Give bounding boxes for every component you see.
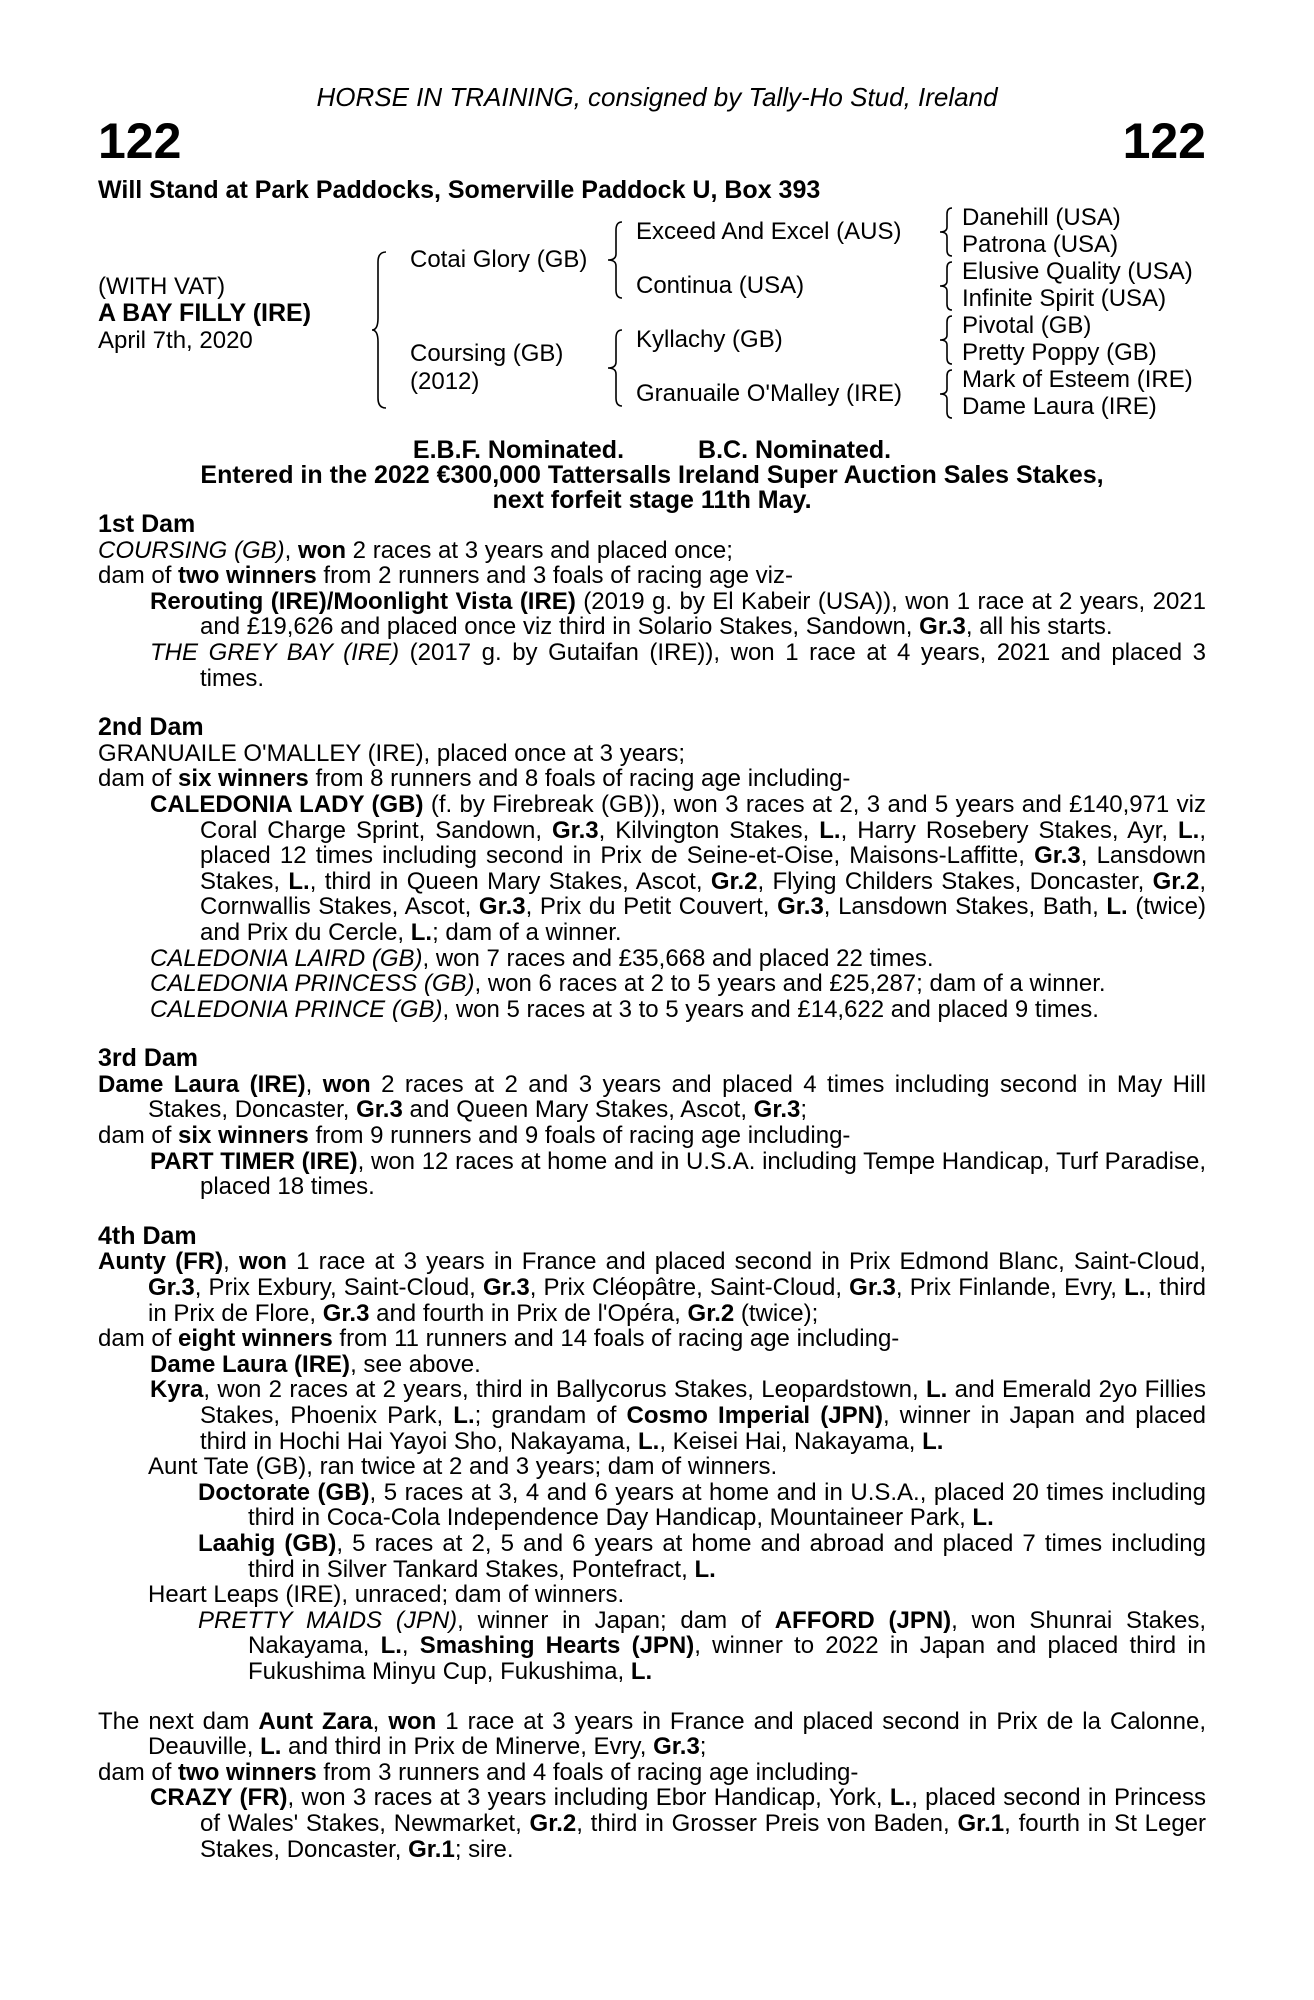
second-dam-foal-1: CALEDONIA LADY (GB) (f. by Firebreak (GB)), won 3 races at 2, 3 and 5 years and £140,971 viz Coral Charge Sprint, Sandown, Gr.3, Kilvington Stakes, L., Harry Rosebery Stakes, Ayr, L., placed 12 times including second in Prix de Seine-et-Oise, Maisons-Laffitte, Gr.3, Lansdown Stakes, L., third in Queen Mary Stakes, Ascot, Gr.2, Flying Childers Stakes, Doncaster, Gr.2, Cornwallis Stakes, Ascot, Gr.3, Prix du Petit Couvert, Gr.3, Lansdown Stakes, Bath, L. (twice) and Prix du Cercle, L.; dam of a winner.: [150, 790, 1206, 946]
brace-dam: [606, 328, 626, 408]
stabling-line: Will Stand at Park Paddocks, Somerville Paddock U, Box 393: [98, 176, 821, 204]
third-dam-produce: dam of six winners from 9 runners and 9 foals of racing age including-: [98, 1122, 851, 1150]
next-dam-produce: dam of two winners from 3 runners and 4 foals of racing age including-: [98, 1758, 859, 1786]
sire-dam-sire: Elusive Quality (USA): [962, 258, 1193, 285]
vat-label: (WITH VAT): [98, 273, 226, 300]
fourth-dam-grandfoal-1: Doctorate (GB), 5 races at 3, 4 and 6 years at home and in U.S.A., placed 20 times including third in Coca-Cola Independence Day Handicap, Mountaineer Park, L.: [198, 1478, 1207, 1532]
fourth-dam-foal-4: Heart Leaps (IRE), unraced; dam of winners.: [148, 1581, 625, 1609]
dam-sire: Kyllachy (GB): [636, 326, 783, 353]
sire-sire: Exceed And Excel (AUS): [636, 218, 902, 245]
second-dam-line: GRANUAILE O'MALLEY (IRE), placed once at 3 years;: [98, 739, 686, 767]
third-dam-heading: 3rd Dam: [98, 1044, 199, 1073]
horse-name: A BAY FILLY (IRE): [98, 299, 312, 327]
third-dam-line: Dame Laura (IRE), won 2 races at 2 and 3 years and placed 4 times including second in May Hill Stakes, Doncaster, Gr.3 and Queen Mary Stakes, Ascot, Gr.3;: [98, 1070, 1206, 1124]
brace-sd: [938, 260, 956, 312]
sire-dam-dam: Infinite Spirit (USA): [962, 285, 1167, 312]
first-dam-foal-1: Rerouting (IRE)/Moonlight Vista (IRE) (2019 g. by El Kabeir (USA)), won 1 race at 2 years, 2021 and £19,626 and placed once viz third in Solario Stakes, Sandown, Gr.3, all his starts.: [150, 587, 1206, 641]
lot-number-left: 122: [98, 113, 182, 169]
second-dam-foal-3: CALEDONIA PRINCESS (GB), won 6 races at 2 to 5 years and £25,287; dam of a winner.: [150, 970, 1106, 998]
second-dam-foal-2: CALEDONIA LAIRD (GB), won 7 races and £35,668 and placed 22 times.: [150, 944, 934, 972]
next-dam-foal-1: CRAZY (FR), won 3 races at 3 years including Ebor Handicap, York, L., placed second in Princess of Wales' Stakes, Newmarket, Gr.2, third in Grosser Preis von Baden, Gr.1, fourth in St Leger Stakes, Doncaster, Gr.1; sire.: [150, 1784, 1207, 1863]
brace-sire: [606, 220, 626, 300]
race-entry-line-2: next forfeit stage 11th May.: [492, 486, 812, 514]
sire-dam: Continua (USA): [636, 272, 805, 299]
fourth-dam-foal-3: Aunt Tate (GB), ran twice at 2 and 3 years; dam of winners.: [148, 1453, 778, 1481]
fourth-dam-line: Aunty (FR), won 1 race at 3 years in France and placed second in Prix Edmond Blanc, Saint-Cloud, Gr.3, Prix Exbury, Saint-Cloud, Gr.3, Prix Cléopâtre, Saint-Cloud, Gr.3, Prix Finlande, Evry, L., third in Prix de Flore, Gr.3 and fourth in Prix de l'Opéra, Gr.2 (twice);: [98, 1248, 1207, 1327]
dam-dam-sire: Mark of Esteem (IRE): [962, 366, 1193, 393]
fourth-dam-produce: dam of eight winners from 11 runners and 14 foals of racing age including-: [98, 1325, 900, 1353]
ebf-nomination: E.B.F. Nominated.: [412, 436, 625, 464]
dam-dam: Granuaile O'Malley (IRE): [636, 380, 902, 407]
fourth-dam-foal-1: Dame Laura (IRE), see above.: [150, 1350, 481, 1378]
dam-year: (2012): [410, 368, 480, 395]
dam-dam-dam: Dame Laura (IRE): [962, 393, 1157, 420]
race-entry-line-1: Entered in the 2022 €300,000 Tattersalls Ireland Super Auction Sales Stakes,: [200, 461, 1104, 489]
dam: Coursing (GB): [410, 340, 564, 367]
second-dam-heading: 2nd Dam: [98, 713, 204, 742]
brace-ds: [938, 314, 956, 366]
first-dam-foal-2: THE GREY BAY (IRE) (2017 g. by Gutaifan (IRE)), won 1 race at 4 years, 2021 and placed 3 times.: [150, 638, 1206, 692]
dam-sire-dam: Pretty Poppy (GB): [962, 339, 1157, 366]
pedigree-notes: [98, 512, 1206, 1862]
second-dam-produce: dam of six winners from 8 runners and 8 foals of racing age including-: [98, 765, 851, 793]
sire-sire-sire: Danehill (USA): [962, 204, 1121, 231]
fourth-dam-grandfoal-3: PRETTY MAIDS (JPN), winner in Japan; dam of AFFORD (JPN), won Shunrai Stakes, Nakayama, L., Smashing Hearts (JPN), winner to 2022 in Japan and placed third in Fukushima Minyu Cup, Fukushima, L.: [198, 1606, 1207, 1685]
sire-sire-dam: Patrona (USA): [962, 231, 1119, 258]
fourth-dam-grandfoal-2: Laahig (GB), 5 races at 2, 5 and 6 years at home and abroad and placed 7 times including third in Silver Tankard Stakes, Pontefract, L.: [198, 1529, 1207, 1583]
third-dam-foal-1: PART TIMER (IRE), won 12 races at home and in U.S.A. including Tempe Handicap, Turf Paradise, placed 18 times.: [150, 1147, 1207, 1201]
next-dam-line: The next dam Aunt Zara, won 1 race at 3 years in France and placed second in Prix de la Calonne, Deauville, L. and third in Prix de Minerve, Evry, Gr.3;: [98, 1707, 1207, 1761]
consignor-line: HORSE IN TRAINING, consigned by Tally-Ho Stud, Ireland: [316, 82, 998, 112]
first-dam-line: COURSING (GB), won 2 races at 3 years and placed once;: [98, 536, 733, 564]
foaling-date: April 7th, 2020: [98, 327, 253, 354]
brace-ss: [938, 206, 956, 258]
brace-main: [370, 250, 390, 410]
dam-sire-sire: Pivotal (GB): [962, 312, 1092, 339]
sire: Cotai Glory (GB): [410, 246, 588, 273]
second-dam-foal-4: CALEDONIA PRINCE (GB), won 5 races at 3 to 5 years and £14,622 and placed 9 times.: [150, 995, 1099, 1023]
first-dam-heading: 1st Dam: [98, 510, 196, 538]
first-dam-produce: dam of two winners from 2 runners and 3 foals of racing age viz-: [98, 562, 793, 590]
brace-dd: [938, 368, 956, 420]
lot-number-right: 122: [1122, 113, 1206, 169]
fourth-dam-heading: 4th Dam: [98, 1221, 197, 1250]
bc-nomination: B.C. Nominated.: [698, 436, 892, 464]
fourth-dam-foal-2: Kyra, won 2 races at 2 years, third in Ballycorus Stakes, Leopardstown, L. and Emerald 2yo Fillies Stakes, Phoenix Park, L.; grandam of Cosmo Imperial (JPN), winner in Japan and placed third in Hochi Hai Yayoi Sho, Nakayama, L., Keisei Hai, Nakayama, L.: [150, 1376, 1206, 1455]
